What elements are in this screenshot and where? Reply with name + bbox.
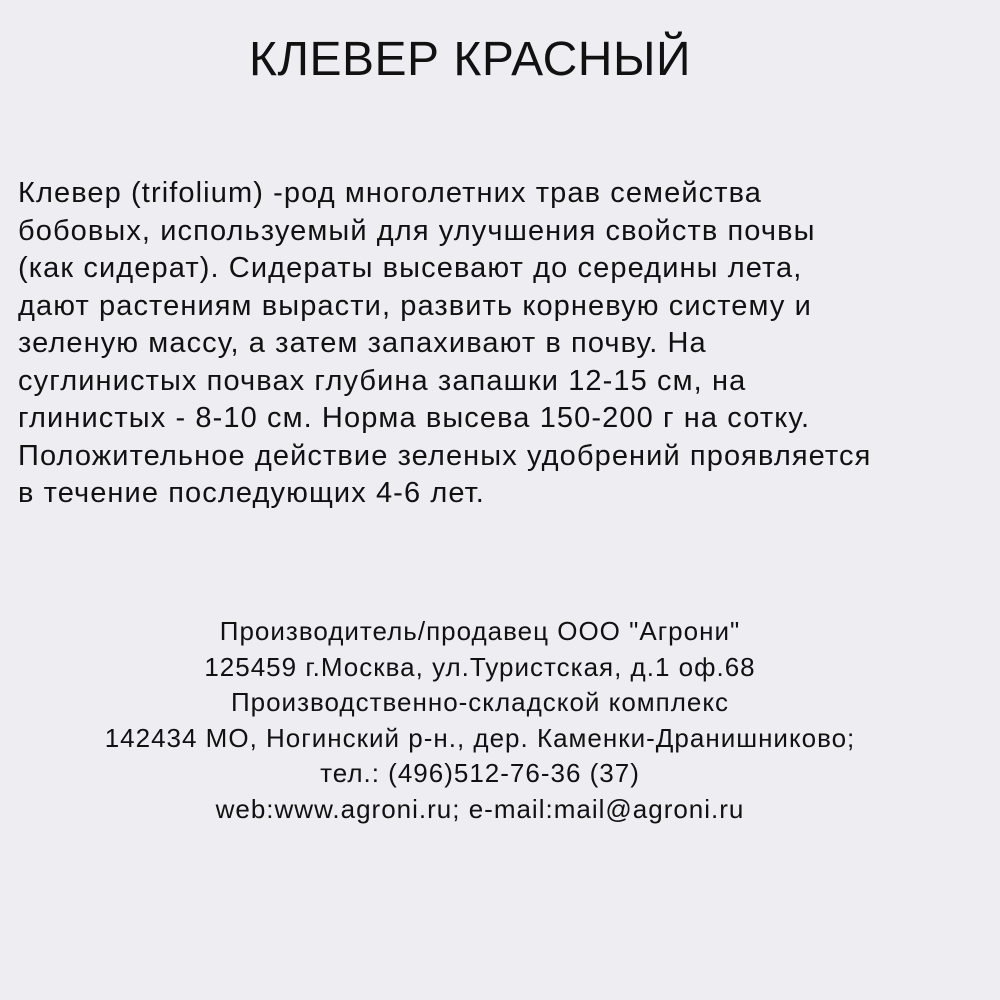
description-line: глинистых - 8-10 см. Норма высева 150-200 г на сотку. <box>18 402 811 434</box>
description-line: зеленую массу, а затем запахивают в почву. На <box>18 327 707 359</box>
warehouse-label-line: Производственно-складской комплекс <box>230 687 730 717</box>
warehouse-address-line: 142434 МО, Ногинский р-н., дер. Каменки-Дранишниково; <box>104 722 856 753</box>
description-line: (как сидерат). Сидераты высевают до середины лета, <box>18 252 803 284</box>
description-line: Положительное действие зеленых удобрений проявляется <box>18 439 872 472</box>
description-line: суглинистых почвах глубина запашки 12-15 см, на <box>18 364 747 397</box>
contacts-block <box>0 614 960 827</box>
phone-line: тел.: (496)512-76-36 (37) <box>320 758 640 788</box>
web-email-line: web:www.agroni.ru; e-mail:mail@agroni.ru <box>215 793 745 824</box>
address-line: 125459 г.Москва, ул.Туристская, д.1 оф.68 <box>204 651 756 682</box>
description-line: Клевер (trifolium) -род многолетних трав семейства <box>18 177 763 209</box>
description-line: бобовых, используемый для улучшения свойств почвы <box>18 214 816 247</box>
manufacturer-line: Производитель/продавец ООО "Агрони" <box>219 616 741 646</box>
description-block <box>18 175 993 513</box>
page-title: КЛЕВЕР КРАСНЫЙ <box>249 33 691 86</box>
description-line: дают растениям вырасти, развить корневую систему и <box>18 289 812 322</box>
description-line: в течение последующих 4-6 лет. <box>18 477 485 509</box>
